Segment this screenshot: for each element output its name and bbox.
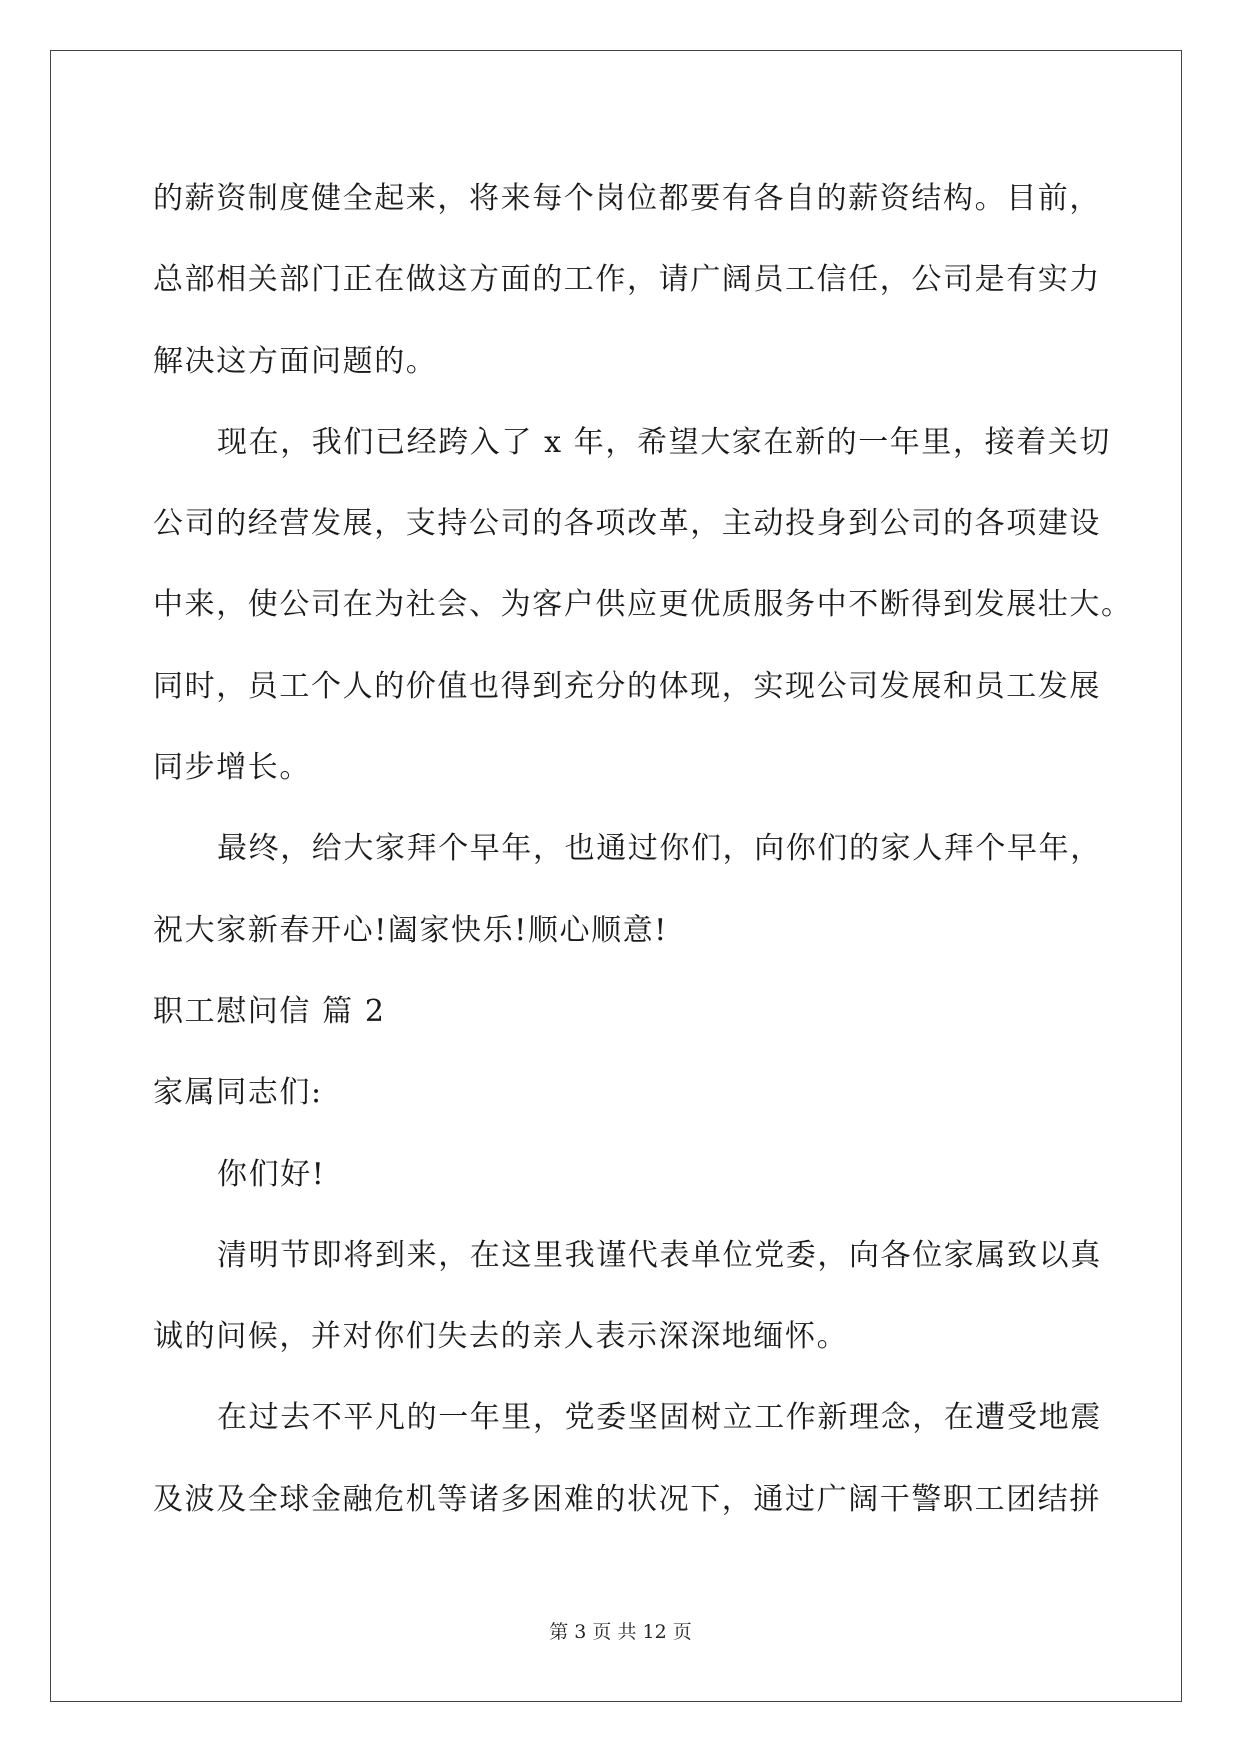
- text-line: 诚的问候，并对你们失去的亲人表示深深地缅怀。: [153, 1319, 849, 1355]
- paragraph-start-line: 清明节即将到来，在这里我谨代表单位党委，向各位家属致以真: [217, 1237, 1102, 1273]
- section-heading: 职工慰问信 篇 2: [153, 993, 386, 1029]
- paragraph-start-line: 现在，我们已经跨入了 x 年，希望大家在新的一年里，接着关切: [217, 424, 1111, 460]
- page-number-footer: 第 3 页 共 12 页: [549, 1621, 692, 1643]
- paragraph-start-line: 在过去不平凡的一年里，党委坚固树立工作新理念，在遭受地震: [217, 1400, 1102, 1436]
- text-line: 祝大家新春开心!阖家快乐!顺心顺意!: [153, 912, 668, 948]
- greeting: 你们好!: [217, 1156, 326, 1192]
- text-line: 解决这方面问题的。: [153, 343, 438, 379]
- text-line: 中来，使公司在为社会、为客户供应更优质服务中不断得到发展壮大。: [153, 587, 1133, 623]
- salutation: 家属同志们:: [153, 1075, 323, 1111]
- text-line: 公司的经营发展，支持公司的各项改革，主动投身到公司的各项建设: [153, 506, 1101, 542]
- text-line: 总部相关部门正在做这方面的工作，请广阔员工信任，公司是有实力: [153, 262, 1101, 298]
- text-line: 的薪资制度健全起来，将来每个岗位都要有各自的薪资结构。目前，: [153, 181, 1101, 216]
- text-line: 同步增长。: [153, 750, 311, 786]
- text-line: 同时，员工个人的价值也得到充分的体现，实现公司发展和员工发展: [153, 668, 1101, 704]
- document-body: [153, 158, 1133, 1540]
- paragraph-start-line: 最终，给大家拜个早年，也通过你们，向你们的家人拜个早年，: [217, 831, 1102, 867]
- text-line: 及波及全球金融危机等诸多困难的状况下，通过广阔干警职工团结拼: [153, 1481, 1101, 1517]
